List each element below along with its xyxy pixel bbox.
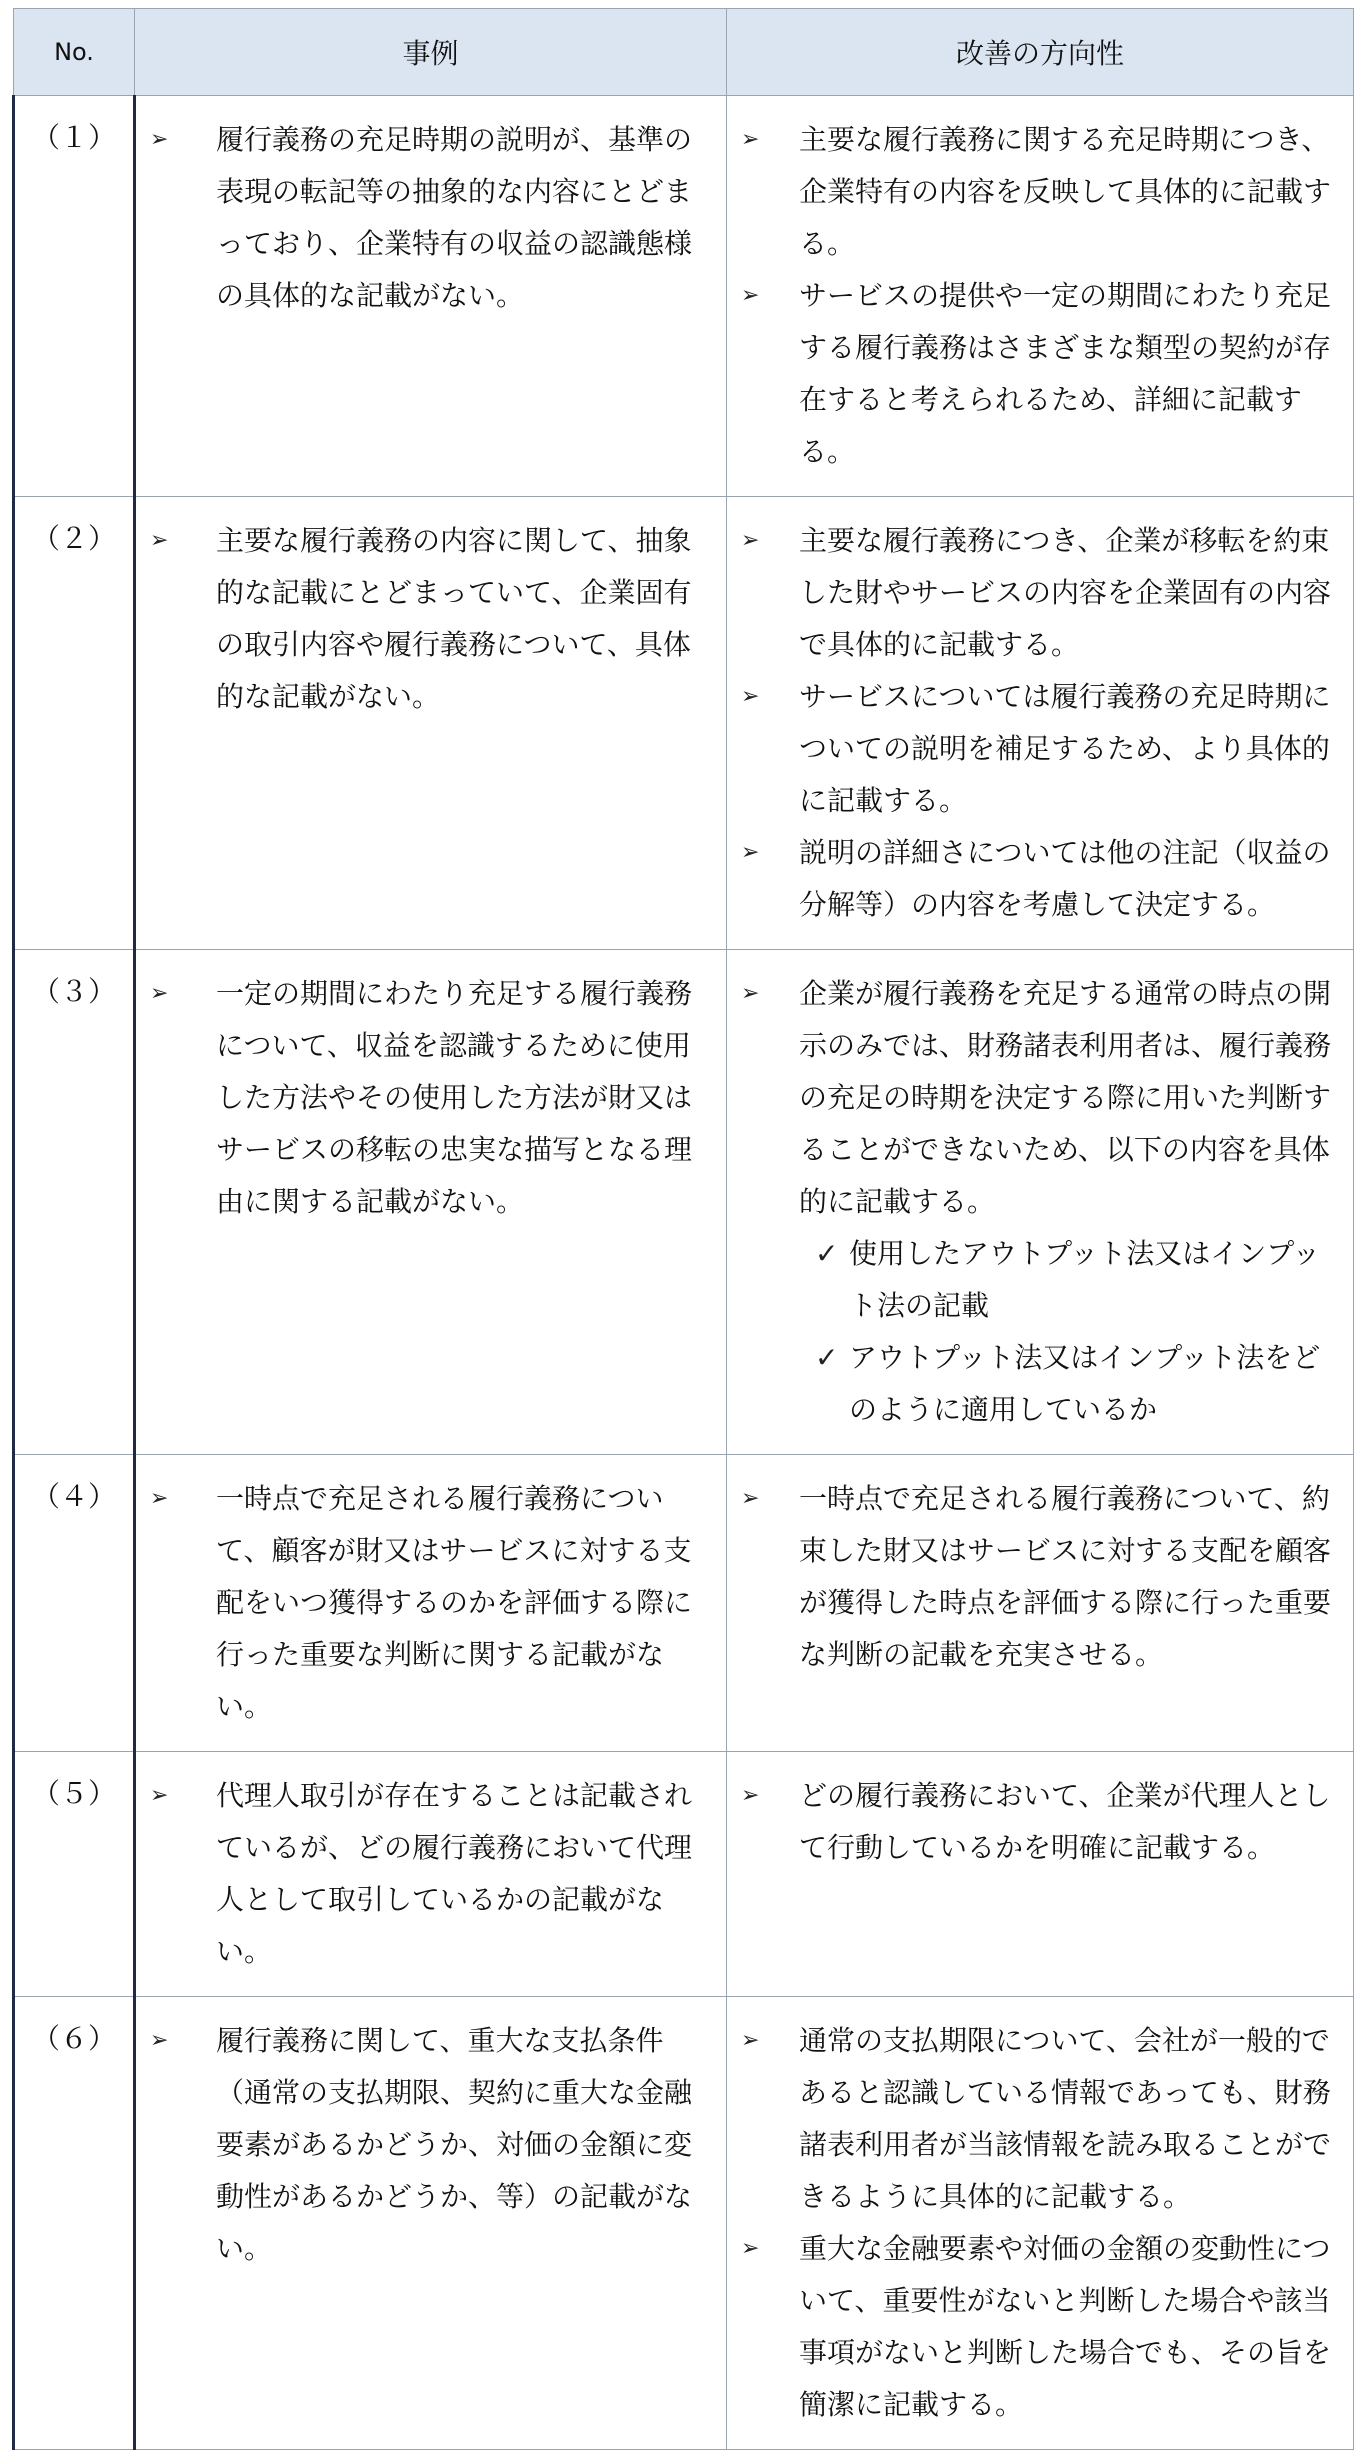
improvement-item — [737, 968, 1339, 1228]
check-item-text: 使用したアウトプット法又はインプット法の記載 — [849, 1237, 1321, 1322]
case-text: 履行義務に関して、重大な支払条件（通常の支払期限、契約に重大な金融要素があるかどうか、対価の金額に変動性があるかどうか、等）の記載がない。 — [216, 2024, 693, 2265]
improvement-text: 一時点で充足される履行義務について、約束した財又はサービスに対する支配を顧客が獲得した時点を評価する際に行った重要な判断の記載を充実させる。 — [799, 1482, 1332, 1671]
table-row — [14, 1455, 1354, 1752]
arrow-bullet-icon: ➢ — [150, 1783, 169, 1808]
case-cell — [135, 96, 727, 497]
case-text: 履行義務の充足時期の説明が、基準の表現の転記等の抽象的な内容にとどまっており、企業特有の収益の認識態様の具体的な記載がない。 — [216, 123, 693, 312]
improvement-item — [737, 671, 1339, 827]
row-number: （５） — [14, 1752, 135, 1997]
table-row — [14, 950, 1354, 1455]
table-row — [14, 1997, 1354, 2450]
arrow-bullet-icon: ➢ — [150, 2028, 169, 2053]
table-row — [14, 96, 1354, 497]
row-number: （４） — [14, 1455, 135, 1752]
improvement-text: 説明の詳細さについては他の注記（収益の分解等）の内容を考慮して決定する。 — [799, 836, 1331, 921]
check-item-text: アウトプット法又はインプット法をどのように適用しているか — [849, 1341, 1321, 1426]
case-item — [146, 1770, 712, 1978]
arrow-bullet-icon: ➢ — [150, 981, 169, 1006]
arrow-bullet-icon: ➢ — [741, 283, 760, 308]
improvement-text: サービスについては履行義務の充足時期についての説明を補足するため、より具体的に記載する。 — [799, 680, 1331, 817]
arrow-bullet-icon: ➢ — [741, 1486, 760, 1511]
improvement-cell — [727, 1752, 1354, 1997]
arrow-bullet-icon: ➢ — [741, 1783, 760, 1808]
arrow-bullet-icon: ➢ — [741, 2028, 760, 2053]
improvement-text: 通常の支払期限について、会社が一般的であると認識している情報であっても、財務諸表利用者が当該情報を読み取ることができるように具体的に記載する。 — [799, 2024, 1332, 2213]
case-text: 一定の期間にわたり充足する履行義務について、収益を認識するために使用した方法やその使用した方法が財又はサービスの移転の忠実な描写となる理由に関する記載がない。 — [216, 977, 693, 1218]
improvement-item — [737, 2223, 1339, 2431]
case-cell — [135, 497, 727, 950]
improvement-cell — [727, 1455, 1354, 1752]
case-text: 一時点で充足される履行義務について、顧客が財又はサービスに対する支配をいつ獲得するのかを評価する際に行った重要な判断に関する記載がない。 — [216, 1482, 693, 1723]
checkmark-icon: ✓ — [815, 1341, 839, 1374]
header-improvement: 改善の方向性 — [727, 9, 1354, 96]
improvement-text: 企業が履行義務を充足する通常の時点の開示のみでは、財務諸表利用者は、履行義務の充足の時期を決定する際に用いた判断することができないため、以下の内容を具体的に記載する。 — [799, 977, 1332, 1218]
case-cell — [135, 950, 727, 1455]
row-number: （６） — [14, 1997, 135, 2450]
improvement-item — [737, 114, 1339, 270]
row-number: （３） — [14, 950, 135, 1455]
check-item — [737, 1332, 1339, 1436]
case-text: 代理人取引が存在することは記載されているが、どの履行義務において代理人として取引しているかの記載がない。 — [216, 1779, 693, 1968]
case-item — [146, 968, 712, 1228]
improvement-cell — [727, 497, 1354, 950]
arrow-bullet-icon: ➢ — [741, 127, 760, 152]
improvement-text: 主要な履行義務につき、企業が移転を約束した財やサービスの内容を企業固有の内容で具体的に記載する。 — [799, 524, 1332, 661]
arrow-bullet-icon: ➢ — [150, 1486, 169, 1511]
improvement-cell — [727, 96, 1354, 497]
arrow-bullet-icon: ➢ — [741, 528, 760, 553]
arrow-bullet-icon: ➢ — [741, 2236, 760, 2261]
header-no: No. — [14, 9, 135, 96]
improvement-cell — [727, 950, 1354, 1455]
header-row — [14, 9, 1354, 96]
improvement-text: サービスの提供や一定の期間にわたり充足する履行義務はさまざまな類型の契約が存在すると考えられるため、詳細に記載する。 — [799, 279, 1332, 468]
improvement-item — [737, 827, 1339, 931]
arrow-bullet-icon: ➢ — [150, 528, 169, 553]
improvement-item — [737, 1770, 1339, 1874]
improvement-item — [737, 515, 1339, 671]
improvement-text: 主要な履行義務に関する充足時期につき、企業特有の内容を反映して具体的に記載する。 — [799, 123, 1332, 260]
table-row — [14, 1752, 1354, 1997]
row-number: （２） — [14, 497, 135, 950]
case-item — [146, 114, 712, 322]
improvement-text: 重大な金融要素や対価の金額の変動性について、重要性がないと判断した場合や該当事項がないと判断した場合でも、その旨を簡潔に記載する。 — [799, 2232, 1332, 2421]
case-item — [146, 2015, 712, 2275]
arrow-bullet-icon: ➢ — [741, 840, 760, 865]
improvement-item — [737, 1473, 1339, 1681]
improvement-item — [737, 2015, 1339, 2223]
arrow-bullet-icon: ➢ — [150, 127, 169, 152]
improvement-cell — [727, 1997, 1354, 2450]
header-case: 事例 — [135, 9, 727, 96]
improvement-item — [737, 270, 1339, 478]
case-text: 主要な履行義務の内容に関して、抽象的な記載にとどまっていて、企業固有の取引内容や履行義務について、具体的な記載がない。 — [216, 524, 692, 713]
checkmark-icon: ✓ — [815, 1237, 839, 1270]
row-number: （１） — [14, 96, 135, 497]
check-item — [737, 1228, 1339, 1332]
case-item — [146, 1473, 712, 1733]
improvement-table — [12, 8, 1354, 2450]
table-row — [14, 497, 1354, 950]
improvement-text: どの履行義務において、企業が代理人として行動しているかを明確に記載する。 — [799, 1779, 1331, 1864]
case-cell — [135, 1752, 727, 1997]
case-cell — [135, 1455, 727, 1752]
arrow-bullet-icon: ➢ — [741, 684, 760, 709]
case-cell — [135, 1997, 727, 2450]
case-item — [146, 515, 712, 723]
arrow-bullet-icon: ➢ — [741, 981, 760, 1006]
